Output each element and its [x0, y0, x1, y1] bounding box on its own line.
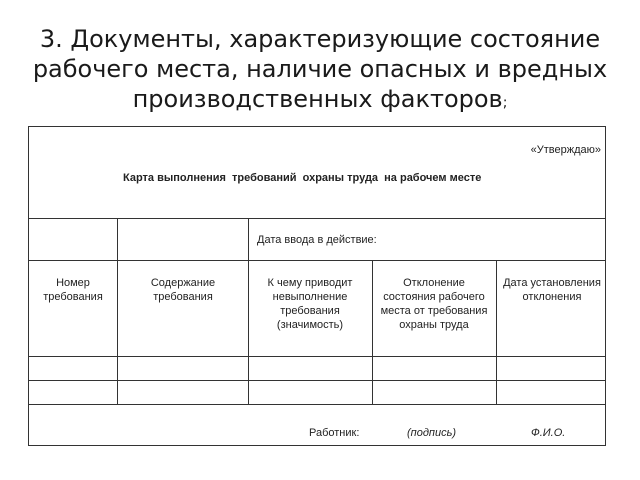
requirements-card-form: [28, 126, 606, 446]
col-header-number: Номер требования: [43, 277, 103, 303]
col-header-deviation: Отклонение состояния рабочего места от требования охраны труда: [380, 277, 488, 331]
col-header-significance: К чему приводит невыполнение требования (значимость): [267, 277, 353, 331]
col-divider-3: [372, 260, 373, 405]
rule-row-2-bottom: [29, 404, 605, 405]
title-line-1: 3. Документы, характеризующие состояние: [39, 25, 601, 53]
col-divider-1: [117, 218, 118, 405]
signature-placeholder: (подпись): [407, 427, 457, 439]
col-header-date: Дата установления отклонения: [503, 277, 601, 303]
rule-header-bottom: [29, 218, 605, 219]
full-name-placeholder: Ф.И.О.: [531, 427, 566, 439]
title-line-3-text: производственных факторов: [132, 85, 503, 113]
col-divider-2: [248, 218, 249, 261]
approve-stamp: «Утверждаю»: [530, 144, 601, 156]
effective-date-label: Дата ввода в действие:: [257, 234, 377, 246]
col-divider-2b: [248, 260, 249, 405]
card-title: Карта выполнения требований охраны труда на рабочем месте: [123, 172, 482, 184]
rule-date-row-bottom: [29, 260, 605, 261]
col-header-content: Содержание требования: [150, 277, 216, 303]
worker-label: Работник:: [309, 427, 360, 439]
rule-columns-bottom: [29, 356, 605, 357]
title-line-3: [0, 84, 640, 118]
col-divider-4: [496, 260, 497, 405]
title-line-2: рабочего места, наличие опасных и вредных: [32, 55, 608, 83]
slide-title: [0, 24, 640, 118]
rule-row-1-bottom: [29, 380, 605, 381]
title-semicolon: ;: [502, 95, 508, 111]
